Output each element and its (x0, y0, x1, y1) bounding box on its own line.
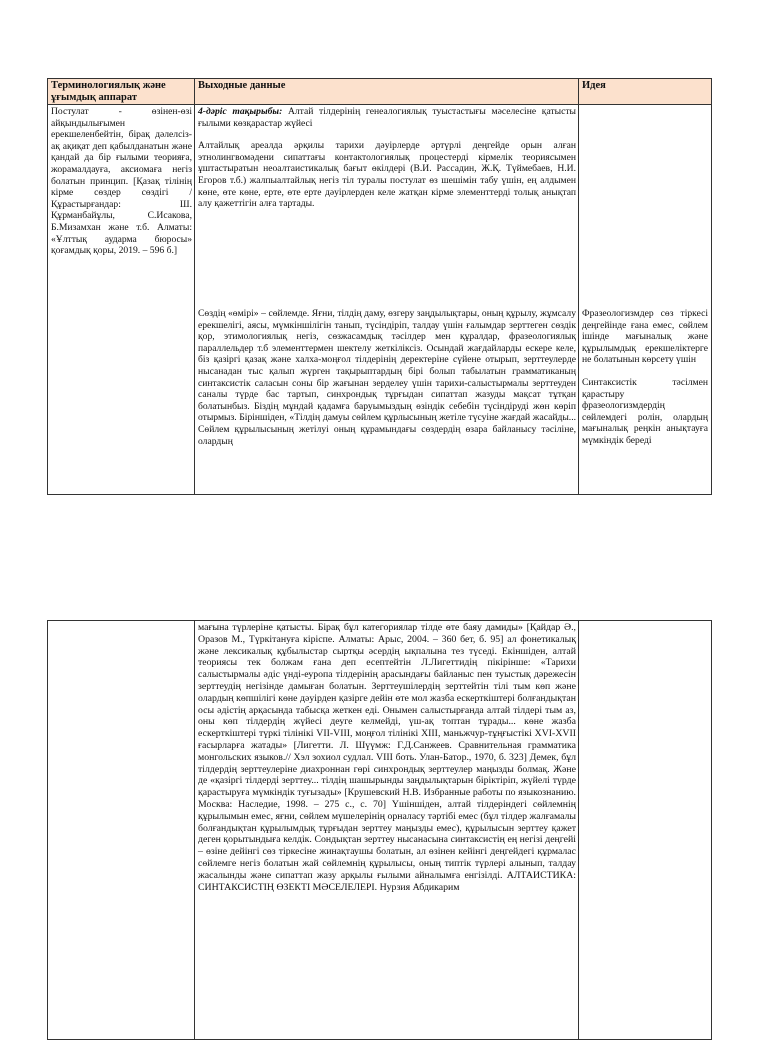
notes-table-page-2 (47, 620, 712, 1040)
idea-syntax-method: Синтаксистік тәсілмен қарастыру фразеологизмдердің сөйлемдегі ролін, олардың мағыналық реңкін анықтауға мүмкіндік береді (582, 376, 708, 446)
lecture-title: Алтай тілдерінің генеалогиялық туыстастығы мәселесіне қатысты ғылыми көзқарастар жүйесі (198, 106, 576, 129)
notes-table-page-1 (47, 78, 712, 495)
lecture-label: 4-дәріс тақырыбы: (198, 106, 283, 117)
lecture-topic (198, 106, 576, 129)
continued-text: мағына түрлеріне қатысты. Бірақ бұл категориялар тілде өте баяу дамиды» [Қайдар Ә., Оразов М., Түркітануға кіріспе. Алматы: Арыс, 2004. – 360 бет, б. 95] ал фонетикалық және лексикалық құбылыстар сыртқы әсердің ықпалына тез түседі. Екіншіден, алтай теориясы тек болжам ғана деп есептейтін Л.Лигеттидің пікірінше: «Тарихи салыстырмалы әдіс үнді-еуропа тілдерінің арасындағы байланыс пен туыстық дәрежесін зерттеудің негізінде дамыған болатын. Зерттеушілердің зерттейтін тілі тым көп және олардың көпшілігі көне дәуірден қазірге дейін өте мол жазба ескерткіштері болғандықтан осы әдістің арқасында табысқа жеткен еді. Онымен салыстырғанда алтай тілдері тым аз, оны көп тілдердің жүйесі деуге келмейді, үш-ақ топтан тұрады... көне жазба ескерткіштері түркі тілінікі VII-VIII, моңғол тілінікі XIII, маньжчур-тұңғыстікі XVI-XVII ғасырларға жатады» [Лигетти. Л. Шүүмж: Г.Д.Санжеев. Сравнительная грамматика монгольских языков.// Хэл зохиол судлал. VIII боть. Улан-Батор., 1970, б. 323] Демек, бұл тілдердің зерттеулеріне диахроннан гөрі синхрондық зерттеулер маңызды болмақ. Және де «қазіргі тілдерді зерттеу... тілдің шашырынды заңдылықтарын біріктіріп, жүйелі түрде қарастыруға мүмкіндік туғызады» [Крушевский Н.В. Избранные работы по языкознанию. Москва: Наследие, 1998. – 275 с., с. 70] Үшіншіден, алтай тілдеріндегі сөйлемнің құрылымын емес, яғни, сөйлем мүшелерінің орналасу тәртібі емес (бұл тілдер жалғамалы болғандықтан құрылымдық тұрғыдан зерттеу маңызды емес), құрылысын зерттеу қажет деген қорытындыға келдік. Сондықтан зерттеу нысанасына синтаксистің ең негізі деңгейі – өзіне дейінгі сөз тіркесіне жинақтаушы болатын, ал өзінен кейінгі деңгейдегі құрмалас сөйлемге негіз болатын жай сөйлемнің құрылысы, оның типтік түрлері алынып, талдау жасалынды және сипаттап жазу арқылы ғылыми айналымға енгізілді. (198, 622, 576, 881)
header-source-data: Выходные данные (195, 79, 579, 104)
source-reference: АЛТАИСТИКА: СИНТАКСИСТІҢ ӨЗЕКТІ МӘСЕЛЕЛЕРІ. Нурзия Абдикарим (198, 869, 576, 893)
header-idea: Идея (582, 80, 606, 91)
source-cell-bottom: Сөздің «өмірі» – сөйлемде. Яғни, тілдің даму, өзгеру заңдылықтары, оның құрылу, жұмсалу ерекшелігі, аясы, мүмкіншілігін танып, түсіндіріп, талдау үшін ғалымдар зерттеген сөздік қор, этимологиялық негіз, сөзжасамдық тәсілдер мен құралдар, фразеологиялық параллельдер т.б элементтермен шектелу жеткіліксіз. Осындай жағдайларды ескере келе, біз қазіргі қазақ және халха-моңғол тілдерінің деректеріне сүйене отырып, зерттеулерде нысанадан тыс қалып жүрген тақырыптардың бірі болып табылатын грамматиканың синтаксистік саласын соны бір жағынан зерделеу үшін тарихи-салыстырмалы зерттеуден саналы түрде бас тартып, синхрондық тұрғыдан сипаттап жазуды мақсат тұтқан болатынбыз. Біздің мұндай қадамға баруымыздың өзіндік себебін түсіндіруді жөн көріп отырмыз. Біріншіден, «Тілдің дамуы сөйлем құрлысының жетіле түсуіне жағдай жасайды... Сөйлем құрылысының жетілуі оның құрамындағы сөздердің өзара байланысу тәсіліне, олардың (198, 308, 576, 447)
header-terminology: Терминологиялық және ұғымдық аппарат (48, 79, 195, 104)
paragraph-neoaltaistic: Алтайлық ареалда әрқилы тарихи дәуірлерде әртүрлі деңгейде орын алған этнолингвомәдени сипаттағы контактологиялық процестерді кірмелік теориясымен ұштастыратын неоалтаистикалық бағыт өкілдері (В.И. Рассадин, Ж.Қ. Түймебаев, Н.И. Егоров т.б.) жалпыалтайлық негіз тіл туралы постулат өз шешімін табу үшін, ең алдымен көне, өте көне, ерте, өте ерте дәуірлерден келе жатқан кірме элементтерді толық анықтап алу қажеттігін алға тартады. (198, 140, 576, 210)
idea-column (579, 621, 711, 1039)
terminology-cell-text: Постулат - өзінен-өзі айқындылығымен ерекшеленбейтін, бірақ дәлелсіз-ақ ақиқат деп қабылданатын және қандай да бір ғылыми теорияға, жорамалдауға, аксиомаға негіз болатын принцип. [Қазақ тілінің кірме сөздер сөздігі / Құрастырғандар: Ш. Құрманбайұлы, С.Исакова, Б.Мизамхан және т.б. Алматы: «Ұлттық аударма бюросы» қоғамдық қоры, 2019. – 596 б.] (51, 106, 192, 257)
terminology-column (48, 621, 195, 1039)
source-cell-continued (198, 622, 576, 893)
source-cell-top (198, 106, 576, 210)
idea-phraseology: Фразеологизмдер сөз тіркесі деңгейінде ғана емес, сөйлем ішінде мағыналық және құрылымдық ерекшеліктерге не болатынын көрсету үшін (582, 308, 708, 366)
table-header-row (48, 79, 711, 105)
idea-cell-text (582, 308, 708, 447)
